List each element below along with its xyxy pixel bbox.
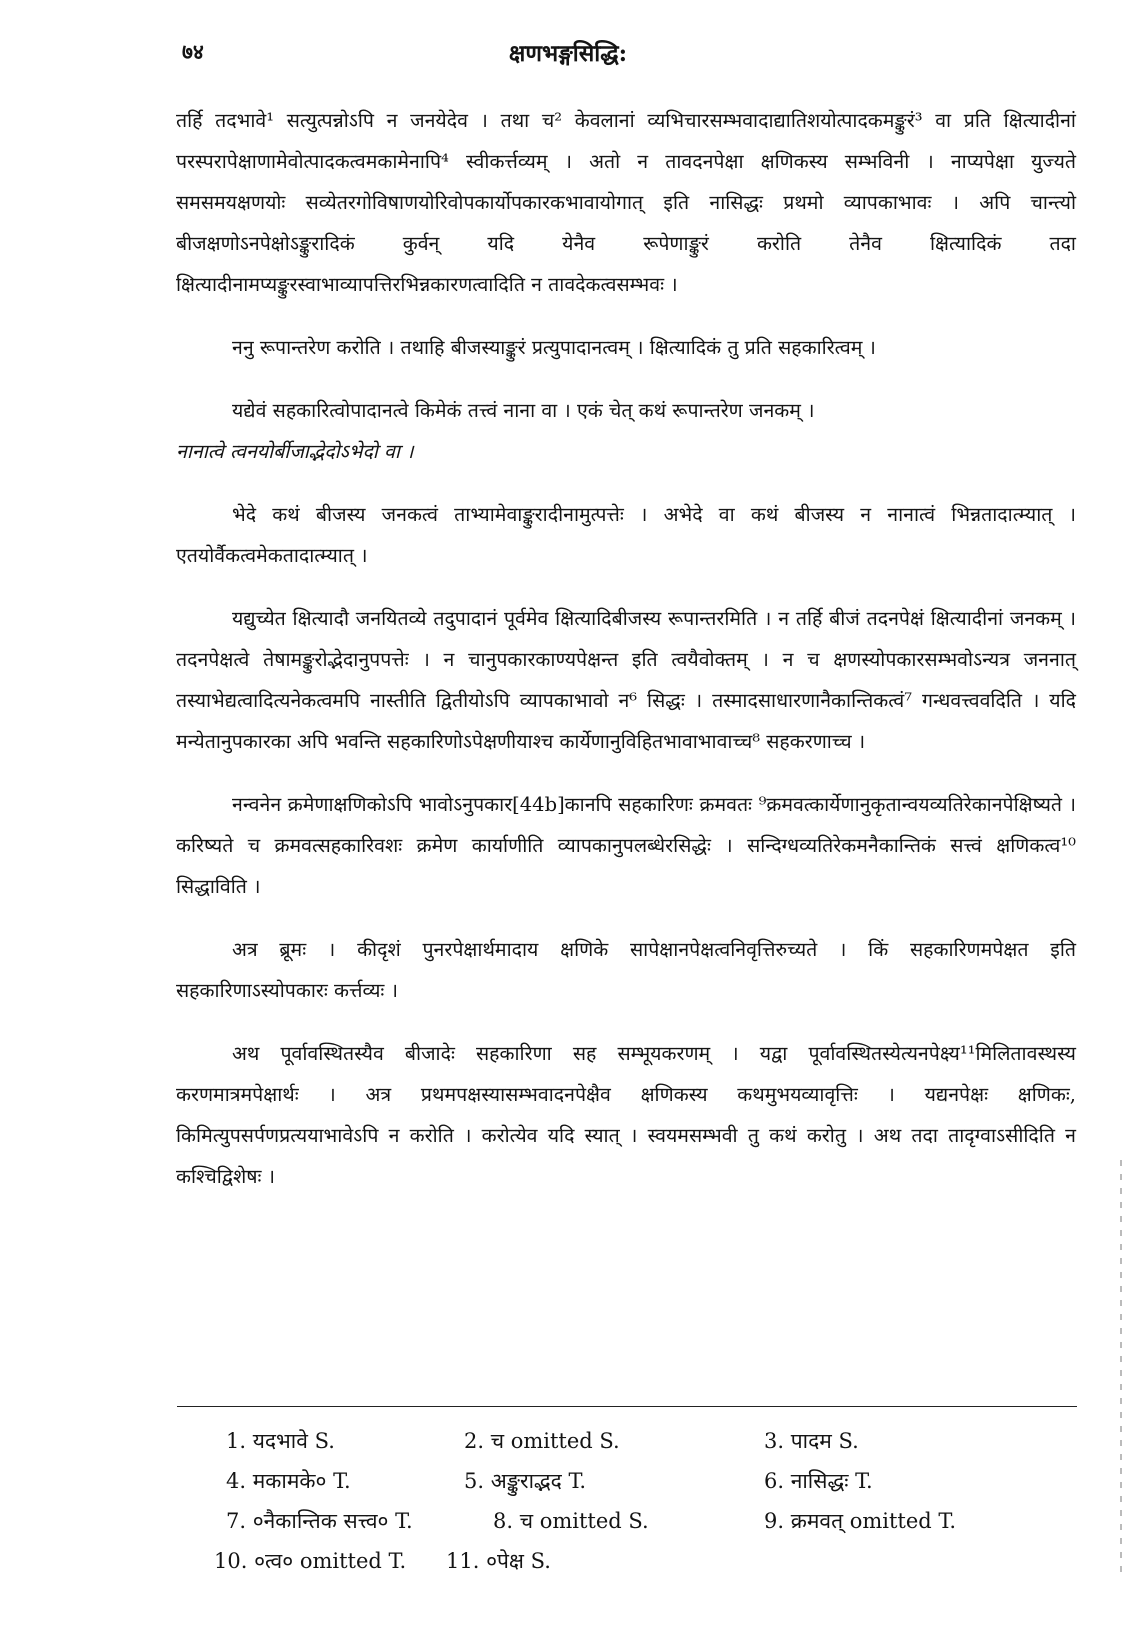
footnote: 9. क्रमवत् omitted T.	[764, 1509, 957, 1533]
paragraph: अथ पूर्वावस्थितस्यैव बीजादेः सहकारिणा सह सम्भूयकरणम् । यद्वा पूर्वावस्थितस्येत्यनपेक्ष्य¹¹मिलितावस्थस्य करणमात्रमपेक्षार्थः । अत्र प्रथमपक्षस्यासम्भवादनपेक्षैव क्षणिकस्य कथमुभयव्यावृत्तिः । यद्यनपेक्षः क्षणिकः, किमित्युपसर्पणप्रत्ययाभावेऽपि न करोति । करोत्येव यदि स्यात् । स्वयमसम्भवी तु कथं करोतु । अथ तदा तादृग्वाऽसीदिति न कश्चिद्विशेषः ।	[176, 1042, 1076, 1188]
footnote: 3. पादम S.	[764, 1429, 859, 1453]
paragraph: नन्वनेन क्रमेणाक्षणिकोऽपि भावोऽनुपकार[44b]कानपि सहकारिणः क्रमवतः ⁹क्रमवत्कार्येणानुकृतान्वयव्यतिरेकानपेक्षिष्यते । करिष्यते च क्रमवत्सहकारिवशः क्रमेण कार्याणीति व्यापकानुपलब्धेरसिद्धेः । सन्दिग्धव्यतिरेकमनैकान्तिकं सत्त्वं क्षणिकत्व¹⁰ सिद्धाविति ।	[176, 793, 1076, 898]
footnote: 10. ०त्व० omitted T.	[214, 1549, 407, 1573]
footnote-row	[226, 1507, 1046, 1547]
footnotes	[214, 1427, 1046, 1587]
footnote-row	[226, 1427, 1046, 1467]
footnote-divider	[177, 1406, 1077, 1407]
paragraph: यद्येवं सहकारित्वोपादानत्वे किमेकं तत्त्वं नाना वा । एकं चेत् कथं रूपान्तरेण जनकम् ।	[232, 399, 815, 422]
body-text	[176, 100, 1076, 1219]
footnote: 1. यदभावे S.	[226, 1429, 335, 1453]
footnote: 4. मकामके० T.	[226, 1469, 351, 1493]
footnote: 6. नासिद्धः T.	[764, 1469, 873, 1493]
footnote: 2. च omitted S.	[464, 1429, 620, 1453]
footnote: 11. ०पेक्ष S.	[446, 1549, 551, 1573]
running-title: क्षणभङ्गसिद्धि:	[508, 40, 628, 67]
paragraph: यद्युच्येत क्षित्यादौ जनयितव्ये तदुपादानं पूर्वमेव क्षित्यादिबीजस्य रूपान्तरमिति । न तर्हि बीजं तदनपेक्षं क्षित्यादीनां जनकम् । तदनपेक्षत्वे तेषामङ्कुरोद्भेदानुपपत्तेः । न चानुपकारकाण्यपेक्षन्त इति त्वयैवोक्तम् । न च क्षणस्योपकारसम्भवोऽन्यत्र जननात् तस्याभेद्यत्वादित्यनेकत्वमपि नास्तीति द्वितीयोऽपि व्यापकाभावो न⁶ सिद्धः । तस्मादसाधारणानैकान्तिकत्वं⁷ गन्धवत्त्ववदिति । यदि मन्येतानुपकारका अपि भवन्ति सहकारिणोऽपेक्षणीयाश्च कार्येणानुविहितभावाभावाच्च⁸ सहकरणाच्च ।	[176, 607, 1076, 753]
paragraph: अत्र ब्रूमः । कीदृशं पुनरपेक्षार्थमादाय क्षणिके सापेक्षानपेक्षत्वनिवृत्तिरुच्यते । किं सहकारिणमपेक्षत इति सहकारिणाऽस्योपकारः कर्त्तव्यः ।	[176, 938, 1076, 1002]
paragraph: ननु रूपान्तरेण करोति । तथाहि बीजस्याङ्कुरं प्रत्युपादानत्वम् । क्षित्यादिकं तु प्रति सहकारित्वम् ।	[232, 336, 876, 359]
paragraph: नानात्वे त्वनयोर्बीजाद्भेदोऽभेदो वा ।	[176, 440, 414, 463]
footnote: 5. अङ्कुराद्भद T.	[464, 1469, 587, 1493]
paragraph: तर्हि तदभावे¹ सत्युत्पन्नोऽपि न जनयेदेव । तथा च² केवलानां व्यभिचारसम्भवादाद्यातिशयोत्पादकमङ्कुरं³ वा प्रति क्षित्यादीनां परस्परापेक्षाणामेवोत्पादकत्वमकामेनापि⁴ स्वीकर्त्तव्यम् । अतो न तावदनपेक्षा क्षणिकस्य सम्भविनी । नाप्यपेक्षा युज्यते समसमयक्षणयोः सव्येतरगोविषाणयोरिवोपकार्योपकारकभावायोगात् इति नासिद्धः प्रथमो व्यापकाभावः । अपि चान्त्यो बीजक्षणोऽनपेक्षोऽङ्कुरादिकं कुर्वन् यदि येनैव रूपेणाङ्कुरं करोति तेनैव क्षित्यादिकं तदा क्षित्यादीनामप्यङ्कुरस्वाभाव्यापत्तिरभिन्नकारणत्वादिति न तावदेकत्वसम्भवः ।	[176, 109, 1076, 296]
footnote-row	[214, 1547, 1046, 1587]
page-header	[0, 36, 1136, 70]
page-number: ७४	[182, 39, 204, 64]
footnote: 7. ०नैकान्तिक सत्त्व० T.	[226, 1509, 413, 1533]
footnote: 8. च omitted S.	[493, 1509, 649, 1533]
paragraph: भेदे कथं बीजस्य जनकत्वं ताभ्यामेवाङ्कुरादीनामुत्पत्तेः । अभेदे वा कथं बीजस्य न नानात्वं भिन्नतादात्म्यात् । एतयोर्वैकत्वमेकतादात्म्यात् ।	[176, 503, 1076, 567]
scan-margin-mark	[1120, 1160, 1122, 1580]
footnote-row	[226, 1467, 1046, 1507]
